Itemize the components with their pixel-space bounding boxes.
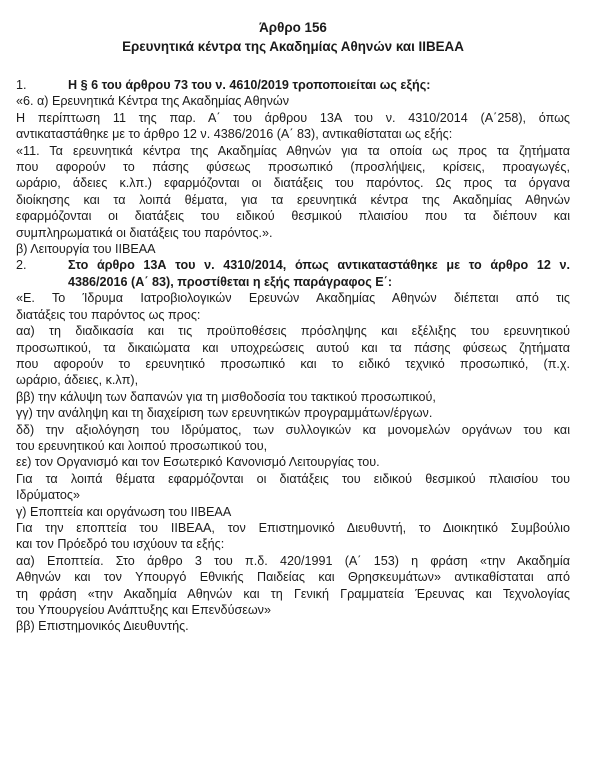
text-line: «11. Τα ερευνητικά κέντρα της Ακαδημίας Αθηνών για τα οποία ως προς τα ζητήματα xyxy=(16,143,570,158)
text-line: γγ) την ανάληψη και τη διαχείριση των ερευνητικών προγραμμάτων/έργων. xyxy=(16,406,433,421)
text-line: του ερευνητικού και λοιπού προσωπικού του, xyxy=(16,438,268,453)
article-subtitle: Ερευνητικά κέντρα της Ακαδημίας Αθηνών και ΙΙΒΕΑΑ xyxy=(122,39,464,54)
text-line: προσωπικού, τα δικαιώματα και υποχρεώσεις αυτού και τα πάσης φύσεως ζητήματα xyxy=(16,340,570,355)
paragraph-1-heading-text: Η § 6 του άρθρου 73 του ν. 4610/2019 τροποποιείται ως εξής: xyxy=(68,78,431,92)
paragraph-2-number: 2. xyxy=(16,258,27,273)
text-line: εφαρμόζονται οι διατάξεις του ειδικού θεσμικού πλαισίου που τα διέπουν και xyxy=(16,209,570,224)
text-line: εε) τον Οργανισμό και τον Εσωτερικό Κανονισμό Λειτουργίας του. xyxy=(16,455,380,470)
paragraph-1-number: 1. xyxy=(16,78,27,92)
text-line: Για την εποπτεία του ΙΙΒΕΑΑ, τον Επιστημονικό Διευθυντή, το Διοικητικό Συμβούλιο xyxy=(16,520,570,535)
text-line: συμπληρωματικά οι διατάξεις του παρόντος.». xyxy=(16,225,273,240)
text-line: ββ) Επιστημονικός Διευθυντής. xyxy=(16,619,189,634)
paragraph-2-heading xyxy=(16,257,570,273)
text-line: β) Λειτουργία του ΙΙΒΕΑΑ xyxy=(16,242,156,257)
text-line: Για τα λοιπά θέματα εφαρμόζονται οι διατάξεις του ειδικού θεσμικού πλαισίου του xyxy=(16,471,570,486)
text-line: Η περίπτωση 11 της παρ. Α΄ του άρθρου 13Α του ν. 4310/2014 (Α΄258), όπως xyxy=(16,110,570,125)
text-line: του Υπουργείου Ανάπτυξης και Επενδύσεων» xyxy=(16,603,271,617)
article-title: Άρθρο 156 xyxy=(259,20,327,35)
text-line: τη φράση «την Ακαδημία Αθηνών και τη Γενική Γραμματεία Έρευνας και Τεχνολογίας xyxy=(16,586,570,601)
text-line: ωράριο, άδειες, κ.λπ), xyxy=(16,373,139,388)
text-line: διοίκησης και τα λοιπά θέματα, για τα ερευνητικά κέντρα της Ακαδημίας Αθηνών xyxy=(16,192,570,207)
text-line: αα) Εποπτεία. Στο άρθρο 3 του π.δ. 420/1991 (Α΄ 153) η φράση «την Ακαδημία xyxy=(16,553,570,568)
text-line: «Ε. Το Ίδρυμα Ιατροβιολογικών Ερευνών Ακαδημίας Αθηνών διέπεται από τις xyxy=(16,291,570,306)
paragraph-2-heading-text-b: 4386/2016 (Α΄ 83), προστίθεται η εξής παράγραφος Ε΄: xyxy=(68,274,393,289)
text-line: δδ) την αξιολόγηση του Ιδρύματος, των συλλογικών κα μονομελών οργάνων του και xyxy=(16,422,570,437)
text-line: γ) Εποπτεία και οργάνωση του ΙΙΒΕΑΑ xyxy=(16,504,232,519)
text-line: αα) τη διαδικασία και τις προϋποθέσεις πρόσληψης και εξέλιξης του ερευνητικού xyxy=(16,324,570,339)
text-line: και τον Πρόεδρό του ισχύουν τα εξής: xyxy=(16,537,225,552)
paragraph-1-heading xyxy=(16,77,570,93)
text-line: αντικαταστάθηκε με το άρθρο 12 ν. 4386/2016 (Α΄ 83), αντικαθίσταται ως εξής: xyxy=(16,127,453,142)
text-line: που αφορούν το ερευνητικό προσωπικό και το ειδικό τεχνικό προσωπικό, (π.χ. xyxy=(16,356,570,371)
paragraph-2-heading-text-a: Στο άρθρο 13Α του ν. 4310/2014, όπως αντικαταστάθηκε με το άρθρο 12 ν. xyxy=(68,258,570,273)
text-line: ββ) την κάλυψη των δαπανών για τη μισθοδοσία του τακτικού προσωπικού, xyxy=(16,389,436,404)
text-line: «6. α) Ερευνητικά Κέντρα της Ακαδημίας Αθηνών xyxy=(16,94,290,109)
text-line: ωράριο, άδειες κ.λπ.) εφαρμόζονται οι διατάξεις του παρόντος. Ως προς τα όργανα xyxy=(16,176,570,191)
text-line: Ιδρύματος» xyxy=(16,488,80,503)
text-line: διατάξεις του παρόντος ως προς: xyxy=(16,307,201,322)
text-line: που αφορούν το πάσης φύσεως προσωπικό (προσλήψεις, κρίσεις, προαγωγές, xyxy=(16,160,570,175)
text-line: Αθηνών και τον Υπουργό Εθνικής Παιδείας και Θρησκευμάτων» αντικαθίσταται από xyxy=(16,570,570,585)
